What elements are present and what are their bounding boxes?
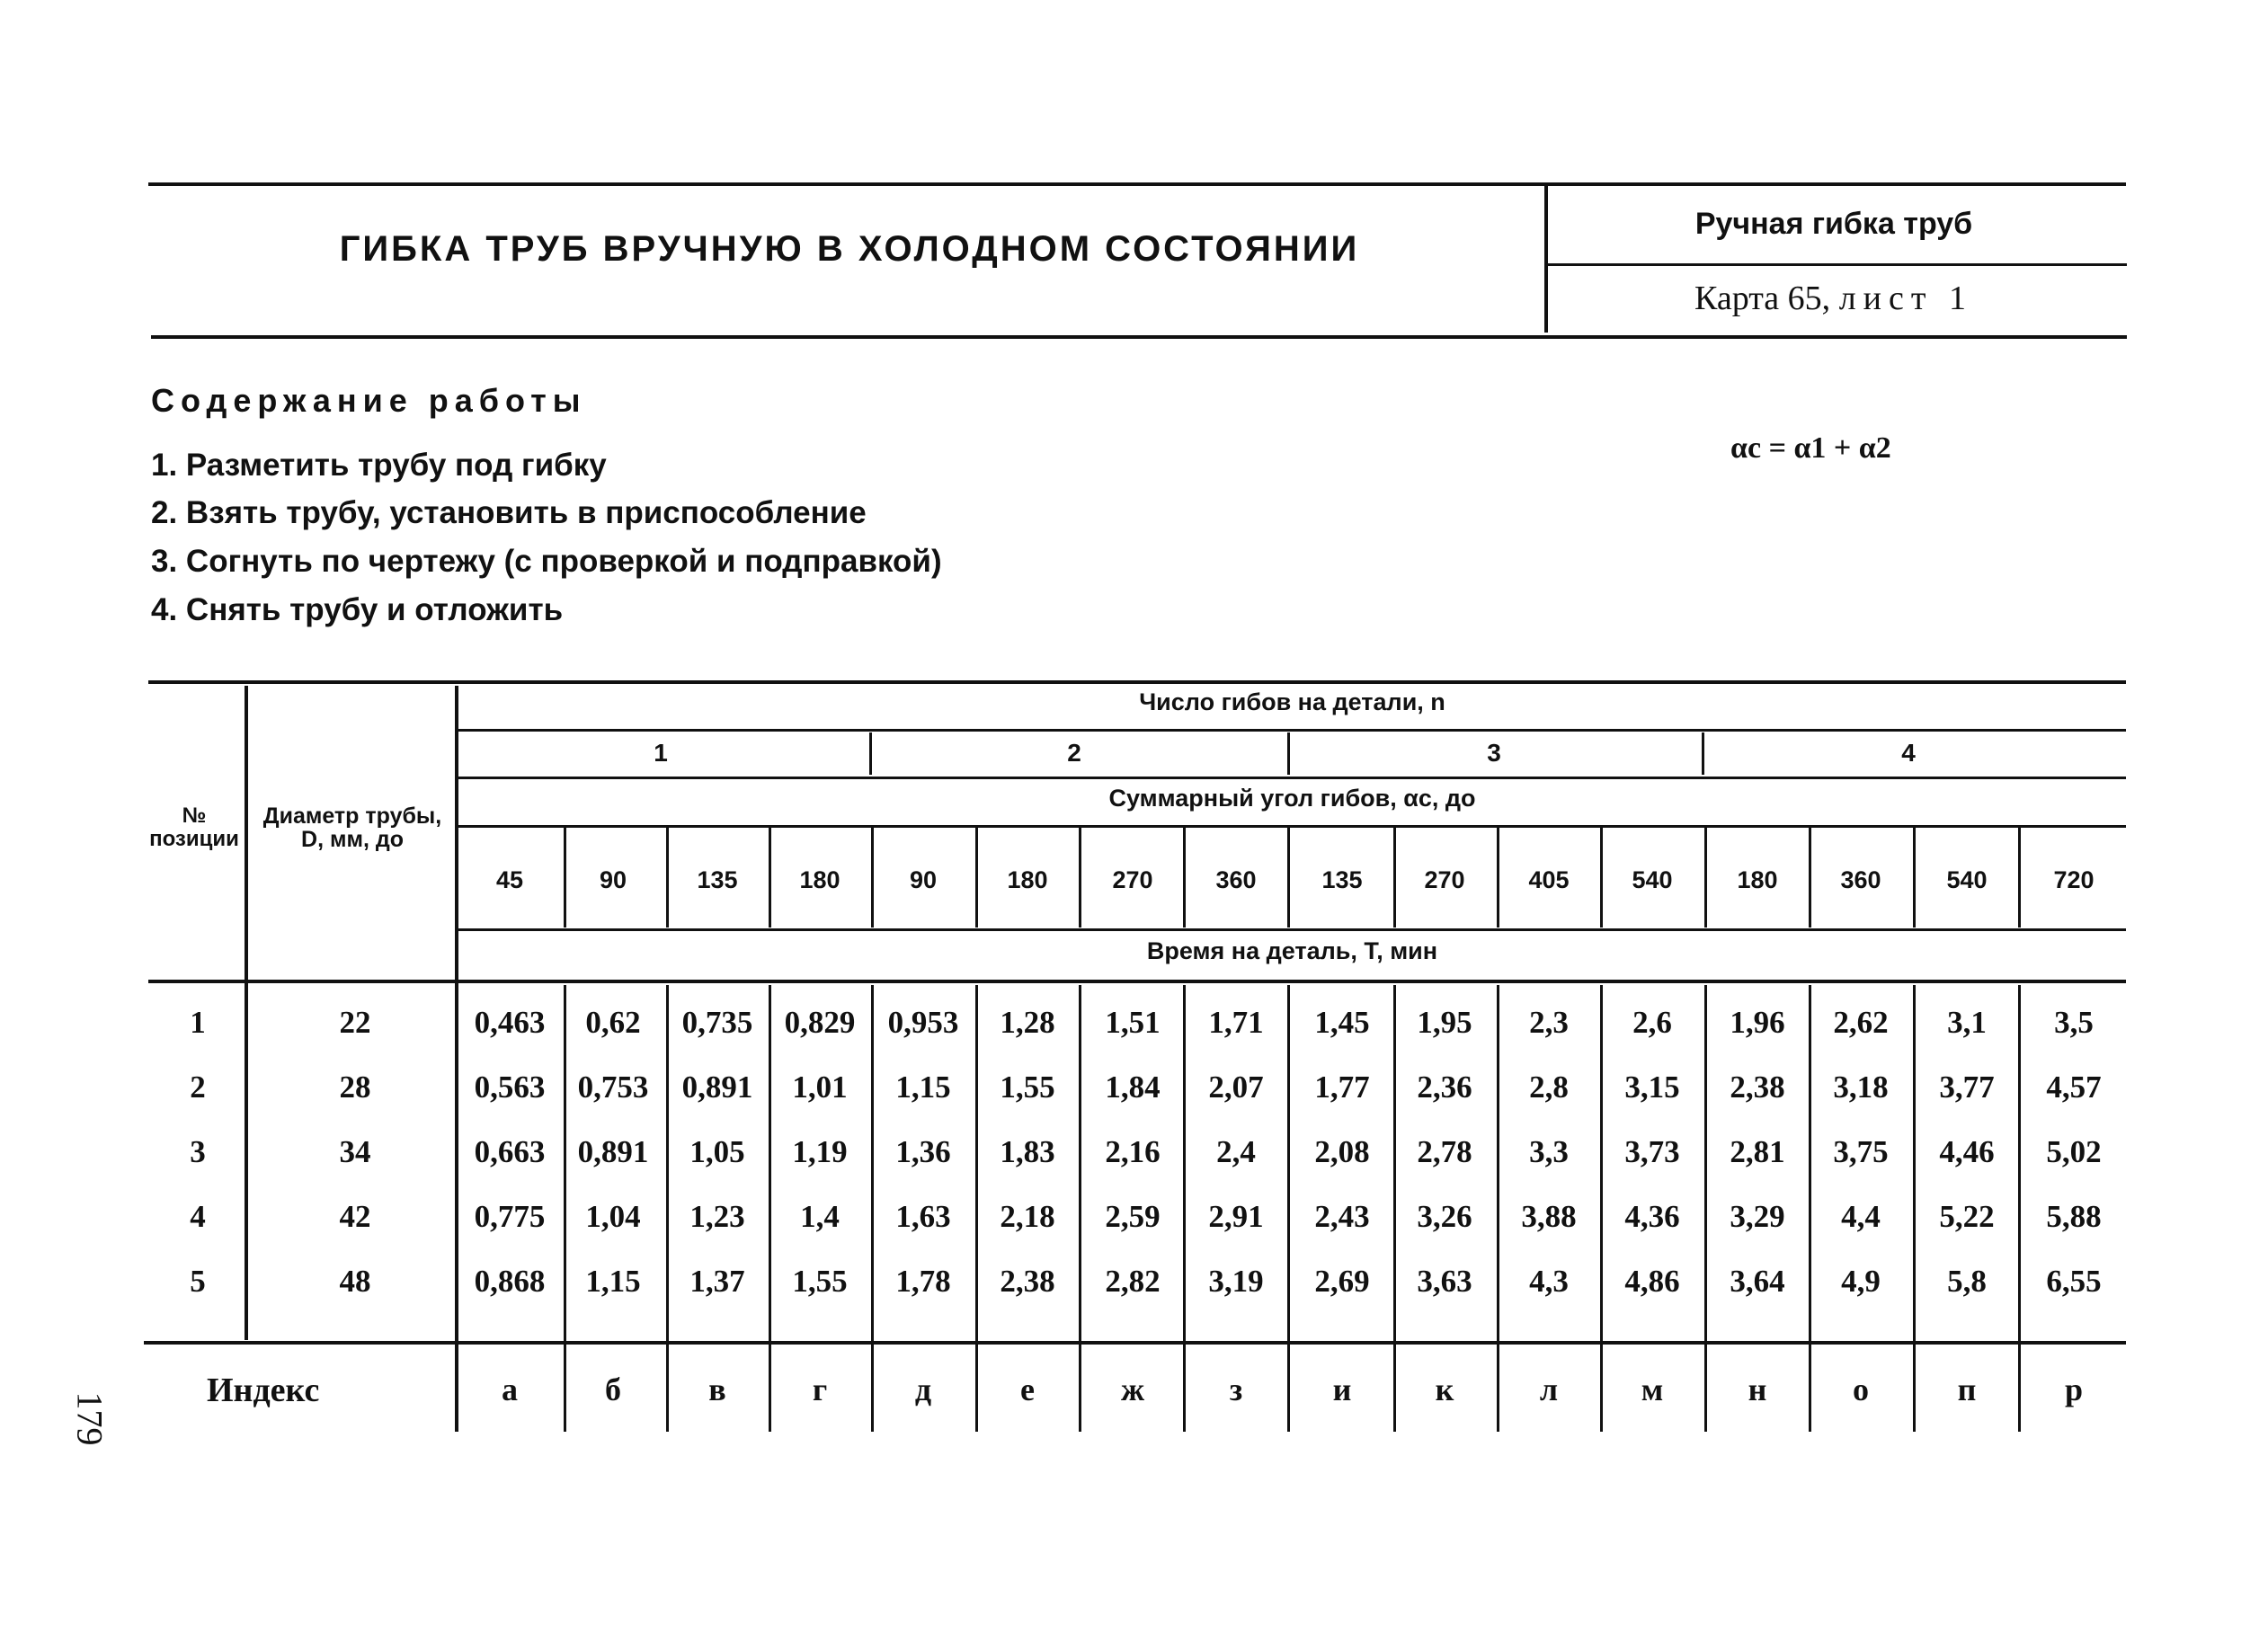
time-value-cell: 1,45: [1314, 1005, 1370, 1040]
bend-groups-top-rule: [458, 729, 2126, 732]
value-column-separator: [1183, 828, 1186, 928]
time-value-cell: 1,83: [1000, 1134, 1055, 1169]
time-value-cell: 3,5: [2054, 1005, 2094, 1040]
time-value-cell: 2,16: [1105, 1134, 1161, 1169]
time-value-cell: 5,02: [2046, 1134, 2102, 1169]
index-cell: ж: [1120, 1371, 1145, 1407]
side-title: Ручная гибка труб: [1694, 207, 1973, 241]
header-side-rule: [1548, 263, 2127, 266]
time-value-cell: 3,15: [1624, 1070, 1680, 1105]
time-value-cell: 1,78: [895, 1264, 951, 1299]
index-cell: к: [1435, 1371, 1454, 1407]
time-value-cell: 3,88: [1521, 1199, 1577, 1234]
angle-cell: 270: [1112, 866, 1153, 893]
group-divider-2: [1287, 732, 1290, 775]
index-cell: н: [1748, 1371, 1767, 1407]
time-value-cell: 5,8: [1947, 1264, 1987, 1299]
angle-cell: 720: [2053, 866, 2095, 893]
time-value-cell: 0,775: [474, 1199, 546, 1234]
angle-cell: 90: [599, 866, 627, 893]
time-value-cell: 1,95: [1417, 1005, 1472, 1040]
angle-cell: 90: [909, 866, 938, 893]
value-column-separator: [871, 828, 874, 928]
angle-header: Суммарный угол гибов, αc, до: [1108, 785, 1476, 812]
group-divider-3: [1702, 732, 1704, 775]
time-value-cell: 0,563: [474, 1070, 546, 1105]
time-value-cell: 3,29: [1730, 1199, 1785, 1234]
time-value-cell: 4,46: [1939, 1134, 1995, 1169]
time-value-cell: 1,19: [792, 1134, 848, 1169]
time-value-cell: 1,04: [585, 1199, 641, 1234]
time-value-cell: 3,63: [1417, 1264, 1472, 1299]
position-cell: 4: [190, 1199, 206, 1234]
time-value-cell: 0,891: [577, 1134, 649, 1169]
content-heading: Содержание работы: [151, 382, 587, 419]
index-top-rule: [144, 1341, 2126, 1345]
angle-formula: αc = α1 + α2: [1730, 431, 1891, 465]
time-value-cell: 3,64: [1730, 1264, 1785, 1299]
angles-top-rule: [458, 825, 2126, 828]
card-sheet: лист 1: [1838, 280, 1973, 317]
time-value-cell: 2,82: [1105, 1264, 1161, 1299]
time-value-cell: 4,3: [1529, 1264, 1569, 1299]
time-value-cell: 1,36: [895, 1134, 951, 1169]
time-value-cell: 1,55: [1000, 1070, 1055, 1105]
time-value-cell: 1,28: [1000, 1005, 1055, 1040]
time-value-cell: 6,55: [2046, 1264, 2102, 1299]
index-cell: п: [1957, 1371, 1977, 1407]
position-cell: 3: [190, 1134, 206, 1169]
header-bottom-table-rule: [148, 980, 2126, 983]
value-column-separator: [1809, 828, 1811, 928]
diameter-cell: 42: [339, 1199, 371, 1234]
index-cell: е: [1020, 1371, 1035, 1407]
bend-groups-bottom-rule: [458, 777, 2126, 779]
time-value-cell: 0,753: [577, 1070, 649, 1105]
angle-cell: 135: [1321, 866, 1363, 893]
time-value-cell: 4,4: [1841, 1199, 1881, 1234]
time-value-cell: 1,96: [1730, 1005, 1785, 1040]
angle-cell: 405: [1528, 866, 1570, 893]
bends-header: Число гибов на детали, n: [1139, 688, 1445, 715]
value-column-separator: [1913, 828, 1916, 928]
index-cell: л: [1539, 1371, 1559, 1407]
time-value-cell: 0,953: [887, 1005, 959, 1040]
position-cell: 1: [190, 1005, 206, 1040]
time-value-cell: 4,36: [1624, 1199, 1680, 1234]
time-value-cell: 1,71: [1208, 1005, 1264, 1040]
page-title: ГИБКА ТРУБ ВРУЧНУЮ В ХОЛОДНОМ СОСТОЯНИИ: [339, 229, 1360, 269]
bend-group-3: 3: [1487, 739, 1501, 767]
index-cell: з: [1229, 1371, 1243, 1407]
time-value-cell: 1,55: [792, 1264, 848, 1299]
angle-cell: 45: [495, 866, 524, 893]
value-column-separator: [769, 828, 771, 928]
time-value-cell: 5,22: [1939, 1199, 1995, 1234]
time-value-cell: 2,08: [1314, 1134, 1370, 1169]
time-value-cell: 2,62: [1833, 1005, 1889, 1040]
bend-group-2: 2: [1067, 739, 1081, 767]
time-value-cell: 3,18: [1833, 1070, 1889, 1105]
time-value-cell: 3,3: [1529, 1134, 1569, 1169]
angle-cell: 540: [1632, 866, 1673, 893]
time-value-cell: 1,01: [792, 1070, 848, 1105]
step-4: 4. Снять трубу и отложить: [151, 592, 564, 627]
time-value-cell: 1,63: [895, 1199, 951, 1234]
time-value-cell: 3,19: [1208, 1264, 1264, 1299]
angle-cell: 360: [1215, 866, 1257, 893]
time-value-cell: 0,62: [585, 1005, 641, 1040]
time-value-cell: 2,69: [1314, 1264, 1370, 1299]
time-value-cell: 3,26: [1417, 1199, 1472, 1234]
step-3: 3. Согнуть по чертежу (с проверкой и подправкой): [151, 544, 942, 579]
angle-cell: 135: [697, 866, 738, 893]
time-value-cell: 4,86: [1624, 1264, 1680, 1299]
value-column-separator: [1600, 828, 1603, 928]
time-value-cell: 1,84: [1105, 1070, 1161, 1105]
diameter-cell: 48: [339, 1264, 371, 1299]
position-column-header: № позиции: [149, 803, 239, 851]
card-reference: [1555, 279, 2112, 318]
time-value-cell: 1,15: [585, 1264, 641, 1299]
table-top-rule: [148, 680, 2126, 684]
header-top-rule: [148, 182, 2126, 186]
time-value-cell: 2,3: [1529, 1005, 1569, 1040]
index-cell: а: [502, 1371, 518, 1407]
time-value-cell: 5,88: [2046, 1199, 2102, 1234]
index-cell: о: [1853, 1371, 1869, 1407]
index-cell: г: [812, 1371, 828, 1407]
time-value-cell: 1,37: [689, 1264, 745, 1299]
index-cell: в: [708, 1371, 726, 1407]
value-column-separator: [1079, 828, 1081, 928]
angle-cell: 180: [1007, 866, 1048, 893]
index-cell: д: [914, 1371, 932, 1407]
time-value-cell: 0,891: [681, 1070, 753, 1105]
time-value-cell: 4,9: [1841, 1264, 1881, 1299]
time-value-cell: 2,38: [1000, 1264, 1055, 1299]
value-column-separator: [1393, 828, 1396, 928]
value-column-separator: [666, 828, 669, 928]
time-value-cell: 2,4: [1216, 1134, 1256, 1169]
index-cell: р: [2064, 1371, 2084, 1407]
time-value-cell: 1,15: [895, 1070, 951, 1105]
index-cell: и: [1332, 1371, 1352, 1407]
time-value-cell: 1,4: [800, 1199, 840, 1234]
step-2: 2. Взять трубу, установить в приспособление: [151, 495, 867, 530]
value-column-separator: [975, 828, 978, 928]
time-value-cell: 2,59: [1105, 1199, 1161, 1234]
index-label: Индекс: [207, 1371, 320, 1409]
page-number: 179: [69, 1391, 111, 1446]
angle-cell: 180: [1737, 866, 1778, 893]
position-cell: 2: [190, 1070, 206, 1105]
time-value-cell: 2,38: [1730, 1070, 1785, 1105]
time-value-cell: 1,05: [689, 1134, 745, 1169]
time-value-cell: 4,57: [2046, 1070, 2102, 1105]
angle-cell: 180: [799, 866, 840, 893]
time-value-cell: 3,77: [1939, 1070, 1995, 1105]
bend-group-1: 1: [654, 739, 668, 767]
angle-cell: 360: [1840, 866, 1881, 893]
time-value-cell: 1,23: [689, 1199, 745, 1234]
time-value-cell: 0,735: [681, 1005, 753, 1040]
time-value-cell: 2,43: [1314, 1199, 1370, 1234]
value-column-separator: [1497, 828, 1499, 928]
step-1: 1. Разметить трубу под гибку: [151, 448, 607, 483]
time-value-cell: 2,8: [1529, 1070, 1569, 1105]
time-value-cell: 1,77: [1314, 1070, 1370, 1105]
time-value-cell: 0,463: [474, 1005, 546, 1040]
time-value-cell: 3,73: [1624, 1134, 1680, 1169]
value-column-separator: [2018, 828, 2021, 928]
index-cell: м: [1641, 1371, 1664, 1407]
value-column-separator: [564, 828, 566, 928]
group-divider-1: [869, 732, 872, 775]
time-value-cell: 1,51: [1105, 1005, 1161, 1040]
position-cell: 5: [190, 1264, 206, 1299]
time-value-cell: 2,78: [1417, 1134, 1472, 1169]
time-value-cell: 0,829: [784, 1005, 856, 1040]
header-bottom-rule: [151, 335, 2127, 339]
time-value-cell: 0,868: [474, 1264, 546, 1299]
time-value-cell: 2,07: [1208, 1070, 1264, 1105]
time-value-cell: 0,663: [474, 1134, 546, 1169]
time-value-cell: 3,75: [1833, 1134, 1889, 1169]
time-value-cell: 2,18: [1000, 1199, 1055, 1234]
angle-cell: 270: [1424, 866, 1465, 893]
angle-cell: 540: [1946, 866, 1988, 893]
col-divider-pos: [245, 686, 248, 1340]
time-value-cell: 2,36: [1417, 1070, 1472, 1105]
angles-bottom-rule: [458, 928, 2126, 931]
bend-group-4: 4: [1901, 739, 1916, 767]
time-value-cell: 2,6: [1632, 1005, 1672, 1040]
time-header: Время на деталь, Т, мин: [1146, 937, 1438, 964]
index-cell: б: [605, 1371, 621, 1407]
card-number: Карта 65,: [1694, 280, 1831, 317]
value-column-separator: [1704, 828, 1707, 928]
diameter-cell: 34: [339, 1134, 371, 1169]
diameter-cell: 28: [339, 1070, 371, 1105]
diameter-cell: 22: [339, 1005, 371, 1040]
diameter-column-header: Диаметр трубы, D, мм, до: [262, 803, 442, 852]
time-value-cell: 2,81: [1730, 1134, 1785, 1169]
time-value-cell: 2,91: [1208, 1199, 1264, 1234]
value-column-separator: [1287, 828, 1290, 928]
time-value-cell: 3,1: [1947, 1005, 1987, 1040]
